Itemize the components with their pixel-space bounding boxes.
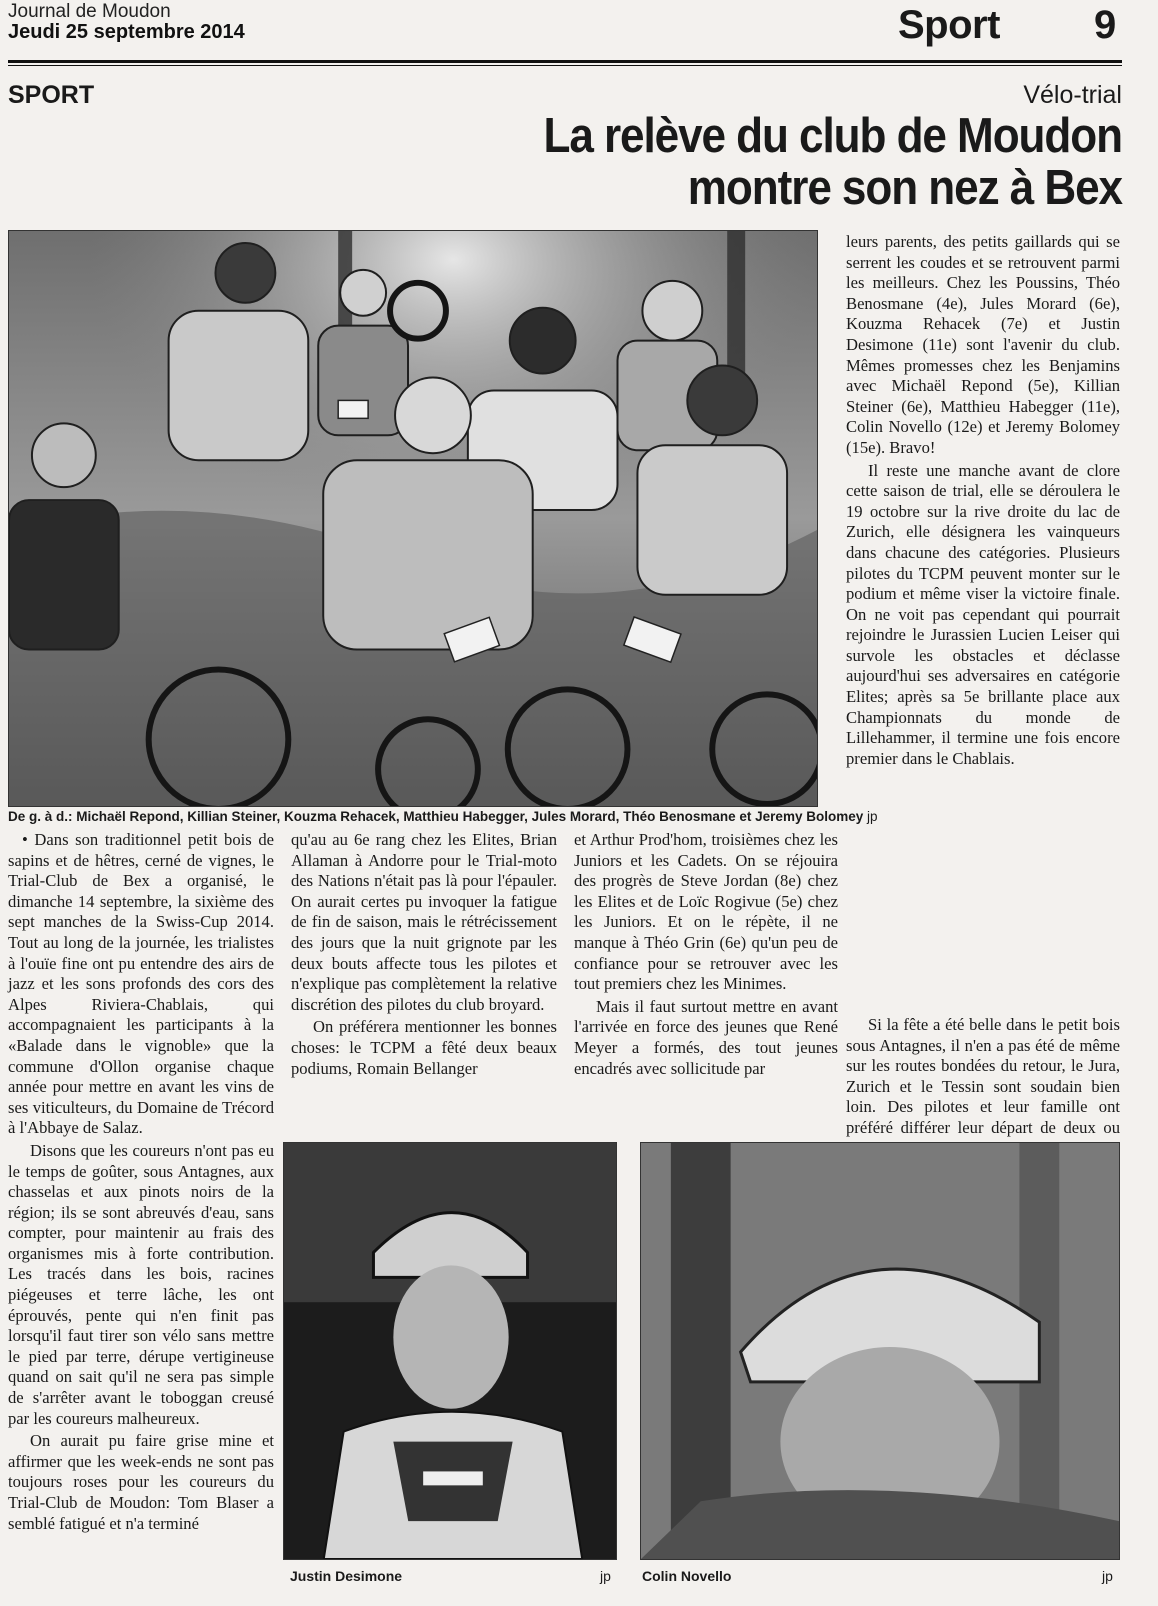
photo-justin xyxy=(283,1142,617,1560)
photo-left-caption: Justin Desimone xyxy=(290,1568,403,1584)
main-photo-caption xyxy=(8,809,878,825)
page-number: 9 xyxy=(1094,3,1117,47)
section-title: Sport xyxy=(898,3,1000,47)
paragraph: On préférera mentionner les bonnes choses: le TCPM a fêté deux beaux podiums, Romain Bellanger xyxy=(291,1017,557,1078)
header-rule xyxy=(8,60,1122,63)
section-label: SPORT xyxy=(8,81,95,109)
paragraph: leurs parents, des petits gaillards qui se serrent les coudes et se retrouvent parmi les meilleurs. Chez les Poussins, Théo Benosmane (4e), Jules Morard (6e), Kouzma Rehacek (7e) et Justin Desimone (11e) sont l'avenir du club. Mêmes promesses chez les Benjamins avec Michaël Repond (5e), Killian Steiner (6e), Matthieu Habegger (11e), Colin Novello (12e) et Jeremy Bolomey (15e). Bravo! xyxy=(846,232,1120,457)
article-column-2 xyxy=(291,830,557,1081)
article-column-3 xyxy=(574,830,838,1081)
paragraph: qu'au au 6e rang chez les Elites, Brian Allaman à Andorre pour le Trial-moto des Nations n'était pas là pour l'épauler. On aurait certes pu invoquer la fatigue de fin de saison, mais le rétrécissement des jours que la nuit grignote par les deux bouts affecte tous les pilotes et n'explique pas complètement la relative discrétion des pilotes du club broyard. xyxy=(291,830,557,1014)
article-headline xyxy=(382,110,1122,214)
group-photo-illustration xyxy=(9,231,817,806)
issue-date: Jeudi 25 septembre 2014 xyxy=(8,21,245,43)
paragraph: Mais il faut surtout mettre en avant l'arrivée en force des jeunes que René Meyer a formés, des tout jeunes encadrés avec sollicitude par xyxy=(574,996,838,1078)
headline-line-1: La relève du club de Moudon xyxy=(543,109,1122,163)
paragraph: On aurait pu faire grise mine et affirmer que les week-ends ne sont pas toujours roses pour les coureurs du Trial-Club de Moudon: Tom Blaser a semblé fatigué et n'a terminé xyxy=(8,1431,274,1533)
article-column-1 xyxy=(8,830,274,1536)
photo-right-caption: Colin Novello xyxy=(642,1568,732,1584)
main-photo xyxy=(8,230,818,807)
article-kicker: Vélo-trial xyxy=(1023,81,1122,109)
paragraph: Si la fête a été belle dans le petit bois sous Antagnes, il n'en a pas été de même sur les routes bondées du retour, le Jura, Zurich et le Tessin sont soudain bien loin. Des pilotes et leur famille ont préféré différer leur départ de deux ou xyxy=(846,1015,1120,1137)
headline-line-2: montre son nez à Bex xyxy=(687,161,1122,215)
photo-left-credit: jp xyxy=(600,1568,611,1584)
paragraph: et Arthur Prod'hom, troisièmes chez les Juniors et les Cadets. On se réjouira des progrès de Steve Jordan (8e) chez les Elites et de Loïc Rogivue (5e) chez les Juniors. Et on le répète, il ne manque à Théo Grin (6e) qu'un peu de confiance pour se retrouver avec les tout premiers chez les Minimes. xyxy=(574,830,838,994)
caption-text: De g. à d.: Michaël Repond, Killian Steiner, Kouzma Rehacek, Matthieu Habegger, Jules Morard, Théo Benosmane et Jeremy Bolomey xyxy=(8,809,864,824)
paragraph: Disons que les coureurs n'ont pas eu le temps de goûter, sous Antagnes, aux chasselas et aux pinots noirs de la région; ils se sont abreuvés d'eau, sans compter, pour maintenir au frais des organismes mis à forte contribution. Les tracés dans les bois, racines piégeuses et terre lâche, les ont éprouvés, pente qui n'en finit pas lorsqu'il faut tirer son vélo sans mettre le pied par terre, dérupe vertigineuse quand on sait qu'il ne sera pas simple de s'arrêter avant le toboggan creusé par les coureurs malheureux. xyxy=(8,1140,274,1428)
header-rule-thin xyxy=(8,65,1122,66)
photo-colin xyxy=(640,1142,1120,1560)
photo-right-credit: jp xyxy=(1102,1568,1113,1584)
paragraph: • Dans son traditionnel petit bois de sapins et de hêtres, cerné de vignes, le Trial-Club de Bex a organisé, le dimanche 14 septembre, la sixième des sept manches de la Swiss-Cup 2014. Tout au long de la journée, les trialistes à l'ouïe fine ont pu entendre des airs de jazz et les sons profonds des cors des Alpes Riviera-Chablais, qui accompagnaient les participants à la «Balade dans le vignoble» que la commune d'Ollon organise chaque année pour mettre en avant les vins de ses viticulteurs, du Domaine de Trécord à l'Abbaye de Salaz. xyxy=(8,830,274,1138)
photo-credit: jp xyxy=(867,809,878,824)
journal-name: Journal de Moudon xyxy=(8,1,171,22)
paragraph: Il reste une manche avant de clore cette saison de trial, elle se déroulera le 19 octobre sur la rive droite du lac de Zurich, elle désignera les vainqueurs dans chacune des catégories. Plusieurs pilotes du TCPM peuvent monter sur le podium et même viser la victoire finale. On ne voit pas cependant qui pourrait rejoindre le Jurassien Lucien Leiser qui survole les obstacles et déclasse aujourd'hui ses adversaires en catégorie Elites; après sa 5e brillante place aux Championnats du monde de Lillehammer, il termine une fois encore premier dans le Chablais. xyxy=(846,460,1120,768)
portrait-illustration xyxy=(641,1143,1119,1559)
portrait-illustration xyxy=(284,1143,616,1559)
article-column-right-top xyxy=(846,232,1120,771)
